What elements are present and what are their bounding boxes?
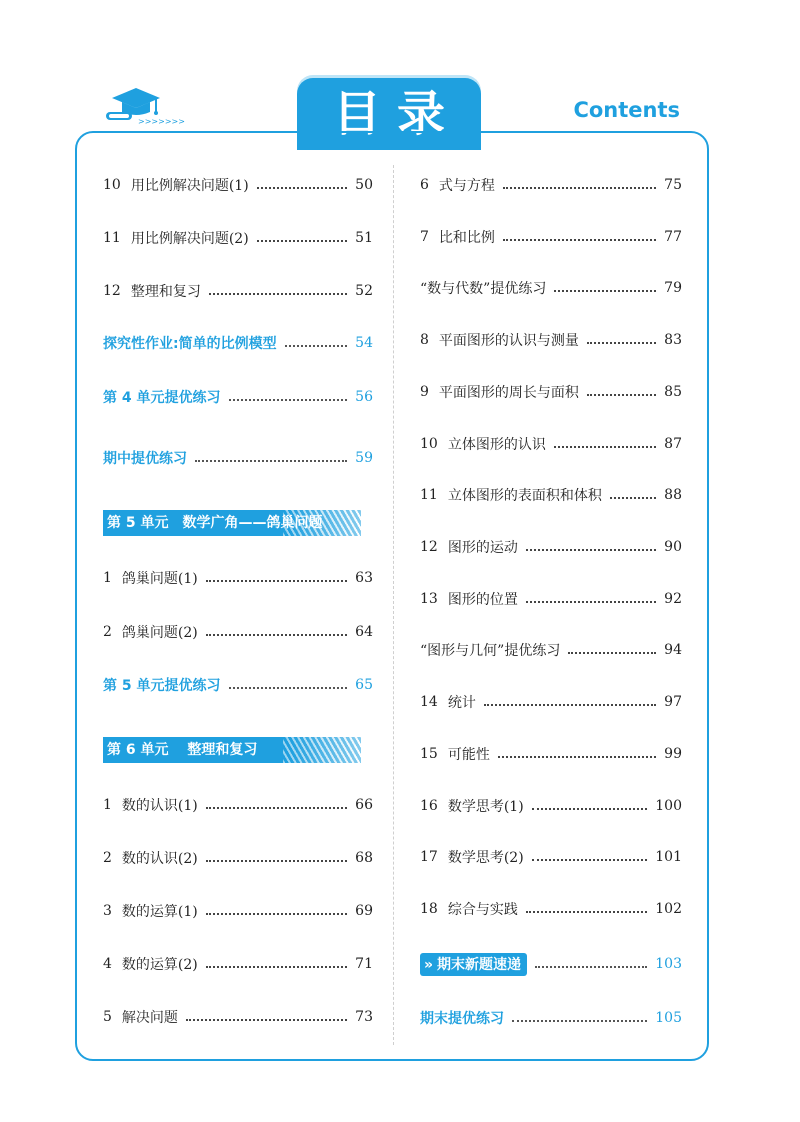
toc-entry[interactable] [420, 897, 682, 921]
entry-number: 11 [420, 487, 438, 503]
entry-page: 73 [355, 1009, 373, 1025]
entry-number: 9 [420, 384, 429, 400]
entry-title: 平面图形的周长与面积 [438, 385, 579, 401]
dot-leader [206, 860, 347, 862]
dot-leader [532, 859, 648, 861]
toc-entry[interactable] [420, 328, 682, 352]
entry-number: 10 [103, 177, 121, 193]
entry-number: 13 [420, 591, 438, 607]
entry-title: 鸽巢问题(1) [121, 571, 198, 587]
entry-number: 11 [103, 230, 121, 246]
toc-entry[interactable] [420, 794, 682, 818]
entry-number: 17 [420, 849, 438, 865]
dot-leader [257, 240, 348, 242]
entry-title: 比和比例 [438, 230, 495, 246]
entry-number: 5 [103, 1009, 112, 1025]
toc-entry[interactable] [103, 279, 373, 303]
dot-leader [587, 394, 656, 396]
entry-title: 图形的位置 [447, 592, 518, 608]
dot-leader [498, 756, 656, 758]
entry-page: 103 [655, 956, 682, 972]
dot-leader [206, 807, 347, 809]
entry-number: 1 [103, 570, 112, 586]
toc-entry-highlight[interactable] [103, 446, 373, 470]
dot-leader [532, 808, 648, 810]
entry-title: 期末新题速递 [437, 956, 522, 973]
toc-entry[interactable] [420, 535, 682, 559]
entry-page: 94 [664, 642, 682, 658]
toc-entry[interactable] [420, 173, 682, 197]
entry-title: 鸽巢问题(2) [121, 625, 198, 641]
dot-leader [526, 601, 656, 603]
entry-page: 105 [655, 1010, 682, 1026]
toc-entry-highlight[interactable] [420, 952, 682, 976]
entry-title: 综合与实践 [447, 902, 518, 918]
entry-title: “图形与几何”提优练习 [420, 643, 561, 659]
entry-page: 50 [355, 177, 373, 193]
entry-number: 10 [420, 436, 438, 452]
entry-title: 数学思考(1) [447, 799, 524, 815]
toc-entry[interactable] [103, 1005, 373, 1029]
graduation-cap-icon [100, 84, 190, 128]
dot-leader [206, 580, 347, 582]
entry-number: 4 [103, 956, 112, 972]
dot-leader [195, 460, 347, 462]
toc-entry-highlight[interactable] [103, 673, 373, 697]
toc-entry-highlight[interactable] [103, 385, 373, 409]
dot-leader [206, 966, 347, 968]
entry-title: “数与代数”提优练习 [420, 281, 547, 297]
entry-page: 97 [664, 694, 682, 710]
entry-title: 可能性 [447, 747, 490, 763]
banner-label: 第 5 单元 数学广角——鸽巢问题 [107, 515, 323, 531]
entry-title: 数的运算(1) [121, 904, 198, 920]
toc-entry[interactable] [103, 226, 373, 250]
entry-title: 统计 [447, 695, 476, 711]
dot-leader [257, 187, 348, 189]
entry-page: 77 [664, 229, 682, 245]
toc-entry[interactable] [420, 225, 682, 249]
entry-number: 7 [420, 229, 429, 245]
entry-number: 6 [420, 177, 429, 193]
entry-number: 2 [103, 850, 112, 866]
entry-page: 99 [664, 746, 682, 762]
toc-entry[interactable] [103, 566, 373, 590]
entry-number: 8 [420, 332, 429, 348]
entry-page: 52 [355, 283, 373, 299]
entry-title: 式与方程 [438, 178, 495, 194]
dot-leader [554, 446, 656, 448]
entry-title: 整理和复习 [130, 284, 201, 300]
dot-leader [512, 1020, 647, 1022]
dot-leader [610, 497, 656, 499]
dot-leader [285, 345, 348, 347]
entry-title: 数的认识(1) [121, 798, 198, 814]
toc-entry[interactable] [420, 845, 682, 869]
dot-leader [554, 290, 656, 292]
entry-title: 数的运算(2) [121, 957, 198, 973]
entry-page: 66 [355, 797, 373, 813]
entry-page: 59 [355, 450, 373, 466]
dot-leader [587, 342, 656, 344]
entry-number: 3 [103, 903, 112, 919]
dot-leader [229, 399, 348, 401]
dot-leader [535, 966, 647, 968]
entry-title: 期末提优练习 [420, 1011, 504, 1027]
entry-number: 16 [420, 798, 438, 814]
toc-entry[interactable] [420, 380, 682, 404]
dot-leader [526, 549, 656, 551]
entry-title: 用比例解决问题(2) [130, 231, 249, 247]
entry-page: 64 [355, 624, 373, 640]
new-questions-chip [420, 953, 527, 976]
entry-page: 63 [355, 570, 373, 586]
entry-title: 探究性作业:简单的比例模型 [103, 336, 277, 352]
entry-title: 数的认识(2) [121, 851, 198, 867]
toc-entry[interactable] [420, 742, 682, 766]
entry-number: 15 [420, 746, 438, 762]
entry-title: 图形的运动 [447, 540, 518, 556]
entry-number: 18 [420, 901, 438, 917]
entry-page: 75 [664, 177, 682, 193]
dot-leader [206, 913, 347, 915]
banner-stripes [283, 737, 361, 763]
entry-page: 101 [655, 849, 682, 865]
toc-entry-highlight[interactable] [103, 331, 373, 355]
entry-page: 100 [655, 798, 682, 814]
entry-page: 92 [664, 591, 682, 607]
entry-page: 51 [355, 230, 373, 246]
dot-leader [229, 687, 348, 689]
entry-title: 用比例解决问题(1) [130, 178, 249, 194]
toc-entry[interactable] [103, 899, 373, 923]
contents-heading: Contents [573, 98, 680, 122]
unit-5-banner [103, 510, 361, 536]
entry-page: 85 [664, 384, 682, 400]
entry-title: 期中提优练习 [103, 451, 187, 467]
entry-page: 79 [664, 280, 682, 296]
toc-entry[interactable] [420, 432, 682, 456]
entry-page: 83 [664, 332, 682, 348]
dot-leader [186, 1019, 347, 1021]
entry-page: 102 [655, 901, 682, 917]
entry-number: 12 [103, 283, 121, 299]
toc-entry[interactable] [420, 483, 682, 507]
dot-leader [503, 239, 656, 241]
column-divider [393, 165, 394, 1045]
toc-entry[interactable] [420, 638, 682, 662]
toc-entry[interactable] [420, 276, 682, 300]
entry-page: 65 [355, 677, 373, 693]
toc-entry[interactable] [103, 620, 373, 644]
toc-entry[interactable] [420, 690, 682, 714]
entry-page: 69 [355, 903, 373, 919]
entry-page: 87 [664, 436, 682, 452]
entry-page: 90 [664, 539, 682, 555]
dot-leader [484, 704, 656, 706]
svg-text:>>>>>>>: >>>>>>> [138, 117, 185, 126]
toc-entry[interactable] [103, 952, 373, 976]
entry-title: 立体图形的认识 [447, 437, 546, 453]
toc-entry[interactable] [103, 793, 373, 817]
entry-title: 第 5 单元提优练习 [103, 678, 221, 694]
banner-label: 第 6 单元 整理和复习 [107, 742, 258, 758]
entry-page: 71 [355, 956, 373, 972]
toc-entry-highlight[interactable] [420, 1006, 682, 1030]
entry-page: 88 [664, 487, 682, 503]
unit-6-banner [103, 737, 361, 763]
dot-leader [568, 652, 656, 654]
entry-page: 56 [355, 389, 373, 405]
dot-leader [503, 187, 656, 189]
entry-page: 68 [355, 850, 373, 866]
entry-title: 解决问题 [121, 1010, 178, 1026]
double-chevron-icon: » [424, 956, 434, 973]
entry-number: 14 [420, 694, 438, 710]
entry-title: 第 4 单元提优练习 [103, 390, 221, 406]
page-title: 目录 [297, 78, 481, 150]
dot-leader [209, 293, 347, 295]
entry-number: 2 [103, 624, 112, 640]
entry-title: 立体图形的表面积和体积 [447, 488, 602, 504]
dot-leader [526, 911, 647, 913]
entry-number: 1 [103, 797, 112, 813]
entry-page: 54 [355, 335, 373, 351]
entry-number: 12 [420, 539, 438, 555]
toc-entry[interactable] [420, 587, 682, 611]
toc-entry[interactable] [103, 846, 373, 870]
entry-title: 数学思考(2) [447, 850, 524, 866]
dot-leader [206, 634, 347, 636]
entry-title: 平面图形的认识与测量 [438, 333, 579, 349]
toc-entry[interactable] [103, 173, 373, 197]
